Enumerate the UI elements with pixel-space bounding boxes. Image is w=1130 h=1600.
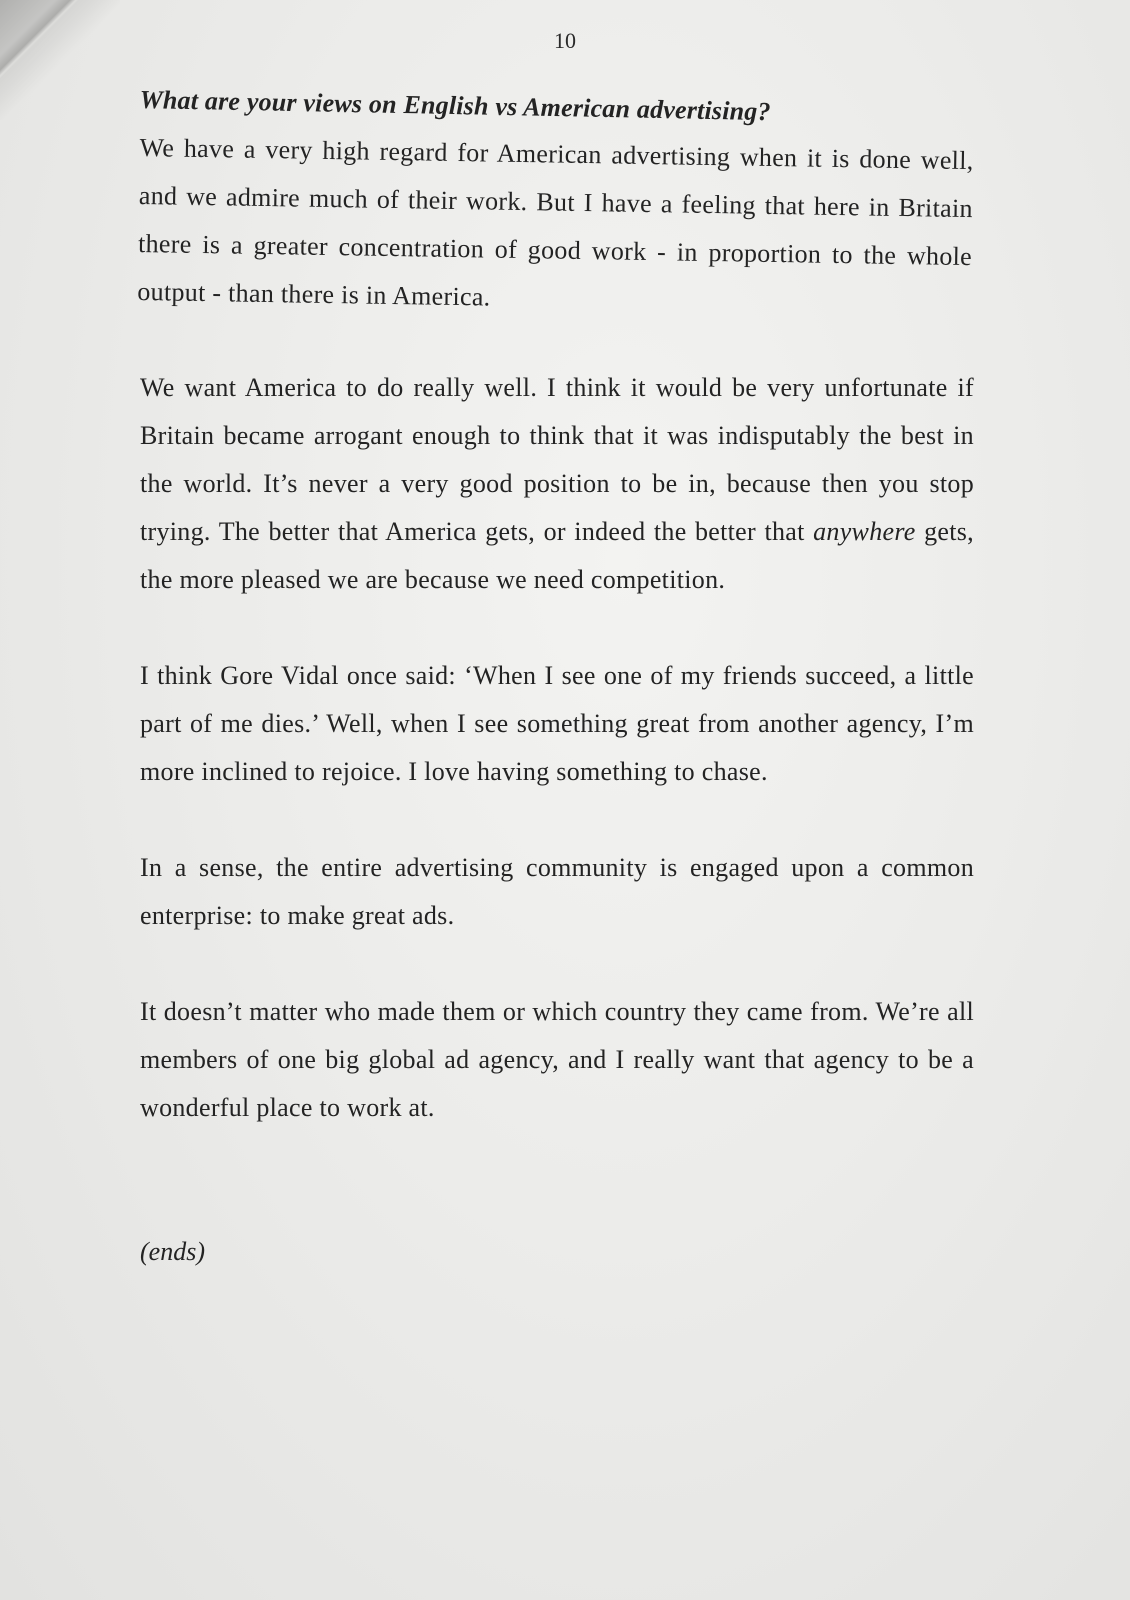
paragraph-1: We have a very high regard for American advertising when it is done well, and we admire much of their work. But I have a feeling that here in Britain there is a greater concentration of good work - in proportion to the whole output - than there is in America. xyxy=(137,132,974,312)
document-body xyxy=(137,80,974,1276)
paragraph-3: I think Gore Vidal once said: ‘When I see one of my friends succeed, a little part of me dies.’ Well, when I see something great from another agency, I’m more inclined to rejoice. I love having something to chase. xyxy=(140,661,974,786)
question-heading: What are your views on English vs American advertising? xyxy=(139,84,772,127)
paragraph-2 xyxy=(140,364,974,604)
paragraph-5: It doesn’t matter who made them or which country they came from. We’re all members of one big global ad agency, and I really want that agency to be a wonderful place to work at. xyxy=(140,997,974,1122)
paragraph-2-text: We want America to do really well. I think it would be very unfortunate if Britain became arrogant enough to think that it was indisputably the best in the world. It’s never a very good position to be in, because then you stop trying. The better that America gets, or indeed the better that xyxy=(140,373,974,546)
paragraph-2-emphasis: anywhere xyxy=(813,517,916,546)
page-number: 10 xyxy=(554,28,576,53)
paragraph-2-end: gets, the more pleased we are because we need competition. xyxy=(140,517,974,594)
paragraph-4: In a sense, the entire advertising community is engaged upon a common enterprise: to make great ads. xyxy=(140,853,974,930)
page-corner-shadow xyxy=(0,0,120,120)
ends-marker: (ends) xyxy=(140,1237,205,1266)
